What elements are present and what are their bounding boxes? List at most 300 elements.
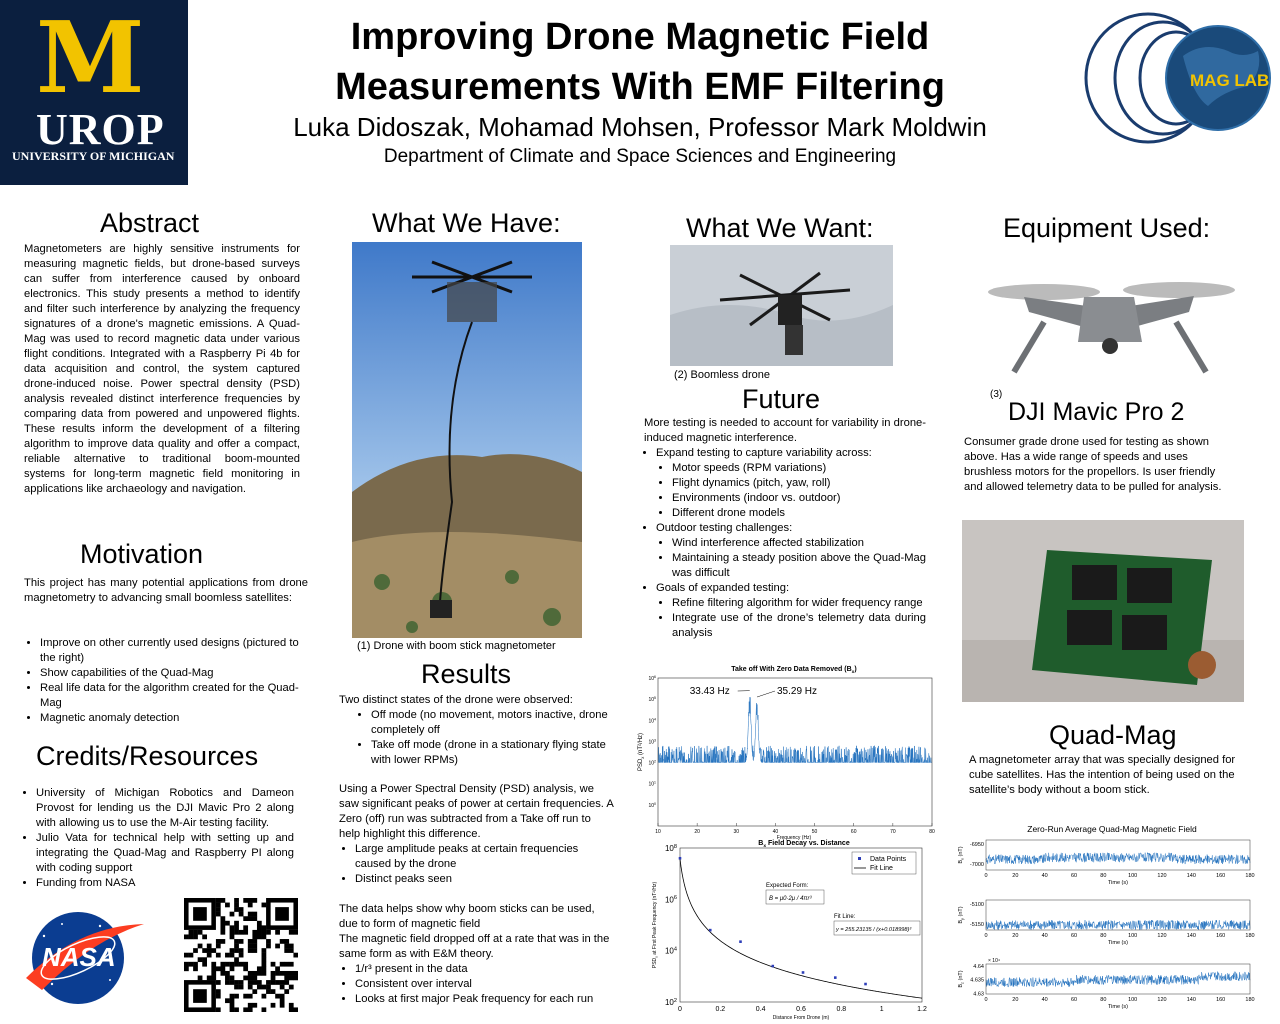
field-y-label-group (958, 846, 965, 863)
field-x-tick-label: 160 (1216, 873, 1226, 879)
motivation-item: • Magnetic anomaly detection (40, 711, 304, 726)
qr-module (243, 1007, 248, 1012)
qr-module (243, 966, 248, 971)
qr-module (266, 985, 271, 990)
field-x-tick-label: 140 (1186, 873, 1196, 879)
maglab-logo (1078, 6, 1278, 156)
qr-module (234, 921, 239, 926)
qr-module (239, 980, 244, 985)
psd-item: • Distinct peaks seen (355, 872, 615, 887)
qr-module (230, 998, 235, 1003)
decay-expected-label: Expected Form: (766, 883, 809, 889)
qr-module (280, 985, 285, 990)
qr-module (252, 971, 257, 976)
qr-module (202, 934, 207, 939)
decay-fit-label: Fit Line: (834, 914, 856, 920)
decay-data-point (679, 857, 682, 860)
qr-finder-core (193, 907, 207, 921)
qr-finder-core (193, 989, 207, 1003)
qr-module (284, 971, 289, 976)
qr-module (234, 994, 239, 999)
qr-module (266, 944, 271, 949)
psd-peak-pointer (757, 691, 775, 697)
qr-module (257, 934, 262, 939)
qr-module (293, 971, 298, 976)
qr-module (266, 980, 271, 985)
boom-item: • Looks at first major Peak frequency for each run (355, 992, 615, 1007)
qr-module (280, 971, 285, 976)
future-item: • Flight dynamics (pitch, yaw, roll) (672, 476, 926, 491)
qr-module (193, 948, 198, 953)
motivation-list (24, 636, 304, 726)
qr-module (280, 1003, 285, 1008)
qr-module (252, 976, 257, 981)
decay-x-tick-label: 0.8 (836, 1006, 847, 1013)
qr-module (211, 962, 216, 967)
qr-module (271, 989, 276, 994)
qr-module (266, 989, 271, 994)
field-x-tick-label: 20 (1012, 997, 1019, 1003)
field-x-label: Time (s) (1108, 880, 1128, 886)
decay-data-point (771, 965, 774, 968)
qr-module (189, 930, 194, 935)
qr-module (220, 898, 225, 903)
abstract-text: Magnetometers are highly sensitive instruments for measuring magnetic fields, but drone-based surveys can suffer from interference caused by onboard electronics. This study presents a method to identify and filter such interference by analyzing the frequency signatures of a drone's magnetic emissions. A Quad-Mag was used to record magnetic data under various flight conditions. Integrated with a Raspberry Pi 4b for data acquisition and control, the system captured drone-induced noise. Power spectral density (PSD) analysis revealed distinct interference frequencies by comparing data from powered and unpowered flights. These results inform the development of a filtering algorithm to improve data quality and offer a compact, reliable alternative to traditional boom-mounted systems for long-term magnetic field monitoring in applications like archaeology and navigation. (24, 243, 300, 495)
field-y-tick-label: -6950 (969, 842, 984, 848)
qr-module (271, 980, 276, 985)
qr-module (289, 948, 294, 953)
qr-module (275, 930, 280, 935)
future-item: • Motor speeds (RPM variations) (672, 461, 926, 476)
qr-module (234, 898, 239, 903)
psd-peak-label: 33.43 Hz (689, 686, 730, 697)
have-heading: What We Have: (372, 208, 561, 238)
qr-module (193, 930, 198, 935)
future-group (656, 521, 926, 581)
qr-module (220, 971, 225, 976)
field-x-tick-label: 0 (984, 873, 988, 879)
qr-module (284, 948, 289, 953)
field-y-label-group (958, 970, 965, 987)
qr-module (252, 948, 257, 953)
field-x-tick-label: 180 (1245, 933, 1255, 939)
psd-y-tick-label: $10^2$ (648, 759, 656, 767)
qr-module (243, 994, 248, 999)
qr-module (198, 976, 203, 981)
credit-item: • University of Michigan Robotics and Dameon Provost for lending us the DJI Mavic Pro 2 along with allowing us to use the M-Air testing facility. (36, 786, 294, 831)
future-item: • Environments (indoor vs. outdoor) (672, 491, 926, 506)
qr-module (198, 944, 203, 949)
future-group (656, 581, 926, 641)
field-x-tick-label: 120 (1157, 933, 1167, 939)
field-y-label: $B_y$ (nT) (958, 906, 965, 924)
qr-module (230, 948, 235, 953)
qr-module (189, 953, 194, 958)
qr-module (248, 985, 253, 990)
qr-module (284, 989, 289, 994)
boom-text-1: The data helps show why boom sticks can be used, due to form of magnetic field (339, 903, 595, 930)
qr-module (275, 944, 280, 949)
qr-module (225, 962, 230, 967)
psd-x-tick-label: 30 (733, 829, 740, 835)
qr-module (202, 957, 207, 962)
field-x-tick-label: 180 (1245, 997, 1255, 1003)
title-line-1: Improving Drone Magnetic Field (350, 16, 930, 58)
field-y-tick-label: 4.635 (970, 977, 984, 984)
decay-y-tick-label: $10^2$ (664, 997, 677, 1007)
psd-x-tick-label: 40 (772, 829, 779, 835)
qr-module (257, 921, 262, 926)
qr-module (207, 953, 212, 958)
qr-module (284, 980, 289, 985)
field-x-tick-label: 20 (1012, 873, 1019, 879)
psd-x-tick-label: 80 (929, 829, 935, 835)
qr-module (234, 1007, 239, 1012)
motivation-intro: This project has many potential applications from drone magnetometry to advancing small boomless satellites: (24, 577, 308, 604)
qr-module (216, 944, 221, 949)
qr-module (220, 930, 225, 935)
decay-x-tick-label: 0.6 (796, 1006, 806, 1013)
qr-module (216, 966, 221, 971)
decay-x-tick-label: 0.2 (715, 1006, 726, 1013)
credits-heading: Credits/Resources (36, 741, 259, 771)
future-item: • Integrate use of the drone’s telemetry data during analysis (672, 611, 926, 641)
urop-logo (0, 0, 188, 185)
qr-module (189, 934, 194, 939)
nasa-logo (22, 906, 146, 1006)
qr-module (248, 912, 253, 917)
field-x-tick-label: 100 (1128, 997, 1138, 1003)
state-item: • Off mode (no movement, motors inactive, drone completely off (371, 708, 615, 738)
psd-y-tick-label: $10^5$ (648, 696, 656, 704)
qr-module (248, 903, 253, 908)
psd-y-tick-label: $10^4$ (648, 717, 656, 725)
field-x-tick-label: 160 (1216, 933, 1226, 939)
field-x-tick-label: 80 (1100, 997, 1107, 1003)
qr-module (220, 925, 225, 930)
qr-module (271, 971, 276, 976)
qr-module (239, 939, 244, 944)
decay-legend-marker (858, 857, 861, 860)
boom-block (339, 902, 615, 1007)
qr-module (234, 980, 239, 985)
qr-module (280, 939, 285, 944)
qr-module (271, 976, 276, 981)
psd-chart-title: Take off With Zero Data Removed $(B_x)$ (731, 666, 857, 676)
equipment-heading: Equipment Used: (1003, 213, 1211, 243)
qr-module (284, 976, 289, 981)
field-x-tick-label: 60 (1070, 933, 1078, 939)
future-group-label: Expand testing to capture variability across: (656, 447, 872, 459)
qr-module (216, 994, 221, 999)
qr-module (257, 971, 262, 976)
qr-module (230, 980, 235, 985)
qr-module (198, 957, 203, 962)
title-line-2: Measurements With EMF Filtering (335, 66, 945, 108)
qr-module (234, 944, 239, 949)
qr-module (239, 948, 244, 953)
decay-y-label: $PSD_x$ at First Peak Frequency (nT²/Hz) (652, 881, 659, 969)
qr-module (248, 976, 253, 981)
qr-module (284, 944, 289, 949)
psd-y-label-group (638, 733, 645, 771)
poster-title (240, 12, 1040, 112)
future-item: • Maintaining a steady position above the Quad-Mag was difficult (672, 551, 926, 581)
qr-module (216, 939, 221, 944)
future-group-label: Outdoor testing challenges: (656, 522, 793, 534)
qr-module (248, 980, 253, 985)
decay-chart (634, 838, 940, 1020)
qr-module (243, 916, 248, 921)
decay-data-point (739, 940, 742, 943)
qr-module (225, 980, 230, 985)
qr-module (262, 925, 267, 930)
qr-module (239, 907, 244, 912)
qr-module (234, 903, 239, 908)
decay-y-label-group (652, 882, 659, 969)
qr-module (230, 912, 235, 917)
quadmag-field-chart (952, 820, 1258, 1020)
qr-module (234, 985, 239, 990)
abstract-heading: Abstract (100, 208, 200, 238)
qr-module (220, 916, 225, 921)
qr-module (266, 939, 271, 944)
qr-module (243, 930, 248, 935)
psd-series-line (658, 697, 932, 762)
future-group (656, 446, 926, 521)
field-x-tick-label: 80 (1100, 873, 1107, 879)
qr-module (184, 953, 189, 958)
qr-module (257, 966, 262, 971)
qr-finder-core (275, 907, 289, 921)
credits-list (20, 786, 294, 891)
qr-module (257, 985, 262, 990)
qr-module (280, 962, 285, 967)
qr-module (271, 962, 276, 967)
qr-module (220, 962, 225, 967)
psd-y-tick-label: $10^1$ (648, 780, 656, 788)
qr-module (243, 976, 248, 981)
field-x-tick-label: 20 (1012, 933, 1019, 939)
qr-module (234, 957, 239, 962)
logo-m: M (36, 1, 143, 116)
qr-module (262, 966, 267, 971)
boom-text-2: The magnetic field dropped off at a rate that was in the same form as with E&M theory. (339, 933, 610, 960)
qr-module (262, 903, 267, 908)
results-heading: Results (421, 659, 512, 689)
qr-module (230, 966, 235, 971)
drone-number: (3) (990, 389, 1003, 400)
qr-module (243, 898, 248, 903)
qr-module (252, 980, 257, 985)
qr-module (248, 939, 253, 944)
field-x-tick-label: 40 (1041, 997, 1048, 1003)
future-item: • Wind interference affected stabilization (672, 536, 926, 551)
qr-module (284, 939, 289, 944)
future-intro: More testing is needed to account for variability in drone-induced magnetic interference. (644, 417, 926, 444)
field-y-tick-label: -7000 (969, 862, 984, 868)
qr-module (289, 962, 294, 967)
psd-block (339, 782, 615, 887)
qr-module (252, 934, 257, 939)
field-x-label: Time (s) (1108, 940, 1128, 946)
field-x-tick-label: 0 (984, 933, 988, 939)
psd-x-tick-label: 10 (655, 829, 661, 835)
credit-item: • Julio Vata for technical help with setting up and integrating the Quad-Mag and Raspberry PI along with coding support (36, 831, 294, 876)
qr-module (248, 1007, 253, 1012)
field-y-exponent: × 10⁴ (988, 958, 1001, 964)
field-y-tick-label: -5150 (969, 922, 984, 928)
field-x-tick-label: 100 (1128, 933, 1138, 939)
decay-chart-title: $B_x$ Field Decay vs. Distance (758, 840, 850, 850)
qr-module (207, 948, 212, 953)
qr-module (193, 966, 198, 971)
qr-module (220, 966, 225, 971)
qr-module (198, 930, 203, 935)
qr-module (289, 1003, 294, 1008)
decay-x-tick-label: 1.2 (917, 1006, 927, 1013)
qr-module (262, 957, 267, 962)
future-group-label: Goals of expanded testing: (656, 582, 790, 594)
future-block (644, 416, 926, 641)
qr-module (262, 985, 267, 990)
future-heading: Future (742, 384, 821, 414)
motivation-heading: Motivation (80, 539, 204, 569)
field-y-label: $B_z$ (nT) (958, 970, 965, 988)
qr-module (262, 962, 267, 967)
quadmag-photo (962, 520, 1244, 702)
qr-module (262, 934, 267, 939)
field-series-line (986, 920, 1250, 930)
decay-data-point (834, 976, 837, 979)
qr-module (230, 930, 235, 935)
psd-y-tick-label: $10^6$ (648, 675, 656, 682)
drone-name: DJI Mavic Pro 2 (1008, 398, 1185, 426)
motivation-item: • Show capabilities of the Quad-Mag (40, 666, 304, 681)
decay-fit-equation: y = 255.23135 / (x+0.018998)³ (836, 927, 912, 933)
decay-expected-form: B = μ0·2μ / 4πr³ (769, 896, 812, 902)
qr-module (275, 971, 280, 976)
qr-module (248, 994, 253, 999)
decay-x-label: Distance From Drone (m) (772, 1015, 830, 1020)
psd-x-tick-label: 60 (850, 829, 857, 835)
qr-module (252, 1003, 257, 1008)
motivation-item: • Real life data for the algorithm created for the Quad-Mag (40, 681, 304, 711)
qr-module (252, 898, 257, 903)
qr-module (211, 971, 216, 976)
qr-module (216, 912, 221, 917)
field-x-tick-label: 120 (1157, 997, 1167, 1003)
mavic-drone-photo (984, 252, 1236, 380)
qr-module (289, 1007, 294, 1012)
decay-x-tick-label: 1 (879, 1006, 884, 1013)
field-x-tick-label: 100 (1128, 873, 1138, 879)
boom-drone-photo (352, 242, 582, 638)
decay-x-tick-label: 0 (678, 1006, 682, 1013)
psd-y-label: $PSD_x$ (nT²/Hz) (638, 732, 645, 772)
qr-module (275, 980, 280, 985)
qr-module (230, 925, 235, 930)
psd-y-tick-label: $10^3$ (648, 738, 656, 746)
field-chart-title: Zero-Run Average Quad-Mag Magnetic Field (1027, 824, 1197, 834)
field-x-tick-label: 140 (1186, 997, 1196, 1003)
qr-module (252, 989, 257, 994)
logo-university: UNIVERSITY OF MICHIGAN (12, 149, 175, 163)
qr-module (252, 912, 257, 917)
qr-module (284, 962, 289, 967)
field-y-tick-label: 4.64 (973, 964, 984, 970)
qr-module (230, 976, 235, 981)
want-caption: (2) Boomless drone (674, 369, 770, 381)
qr-module (211, 976, 216, 981)
qr-module (275, 994, 280, 999)
qr-module (184, 962, 189, 967)
results-intro-block (339, 693, 615, 768)
field-x-tick-label: 40 (1041, 933, 1048, 939)
qr-module (216, 980, 221, 985)
qr-module (216, 907, 221, 912)
field-x-tick-label: 140 (1186, 933, 1196, 939)
qr-module (234, 925, 239, 930)
qr-module (262, 971, 267, 976)
field-y-tick-label: 4.63 (973, 991, 984, 998)
motivation-item: • Improve on other currently used designs (pictured to the right) (40, 636, 304, 666)
boom-item: • Consistent over interval (355, 977, 615, 992)
qr-module (230, 994, 235, 999)
qr-module (243, 962, 248, 967)
qr-module (225, 998, 230, 1003)
decay-y-tick-label: $10^6$ (664, 895, 677, 905)
qr-module (280, 980, 285, 985)
field-x-tick-label: 180 (1245, 873, 1255, 879)
psd-peak-label: 35.29 Hz (776, 686, 818, 697)
qr-module (252, 916, 257, 921)
qr-module (193, 962, 198, 967)
qr-module (252, 939, 257, 944)
qr-module (293, 1007, 298, 1012)
qr-module (289, 976, 294, 981)
quadmag-text: A magnetometer array that was specially designed for cube satellites. Has the intention of being used on the satellite’s body without a boom stick. (969, 754, 1236, 796)
qr-module (220, 939, 225, 944)
qr-module (216, 898, 221, 903)
logo-urop: UROP (36, 105, 165, 154)
field-series-line (986, 972, 1250, 987)
qr-module (239, 953, 244, 958)
qr-module (216, 903, 221, 908)
field-x-label: Time (s) (1108, 1004, 1128, 1010)
field-x-tick-label: 160 (1216, 997, 1226, 1003)
psd-text: Using a Power Spectral Density (PSD) analysis, we saw significant peaks of power at certain frequencies. A Zero (off) run was subtracted from a Take off run to help highlight this difference. (339, 783, 614, 840)
qr-module (289, 985, 294, 990)
drone-text: Consumer grade drone used for testing as shown above. Has a wide range of speeds and uses brushless motors for the propellors. Is user friendly and allowed telemetry data to be pulled for analysis. (964, 436, 1222, 493)
qr-module (248, 944, 253, 949)
qr-module (248, 916, 253, 921)
psd-y-tick-label: $10^0$ (648, 801, 656, 809)
qr-module (211, 966, 216, 971)
qr-module (202, 962, 207, 967)
qr-module (289, 930, 294, 935)
qr-module (239, 930, 244, 935)
qr-module (280, 998, 285, 1003)
qr-module (262, 953, 267, 958)
credit-item: • Funding from NASA (36, 876, 294, 891)
field-y-label-group (958, 906, 965, 923)
psd-x-tick-label: 50 (811, 829, 818, 835)
qr-code[interactable] (184, 898, 298, 1012)
results-intro: Two distinct states of the drone were observed: (339, 694, 573, 706)
boom-item: • 1/r³ present in the data (355, 962, 615, 977)
field-x-tick-label: 0 (984, 997, 988, 1003)
